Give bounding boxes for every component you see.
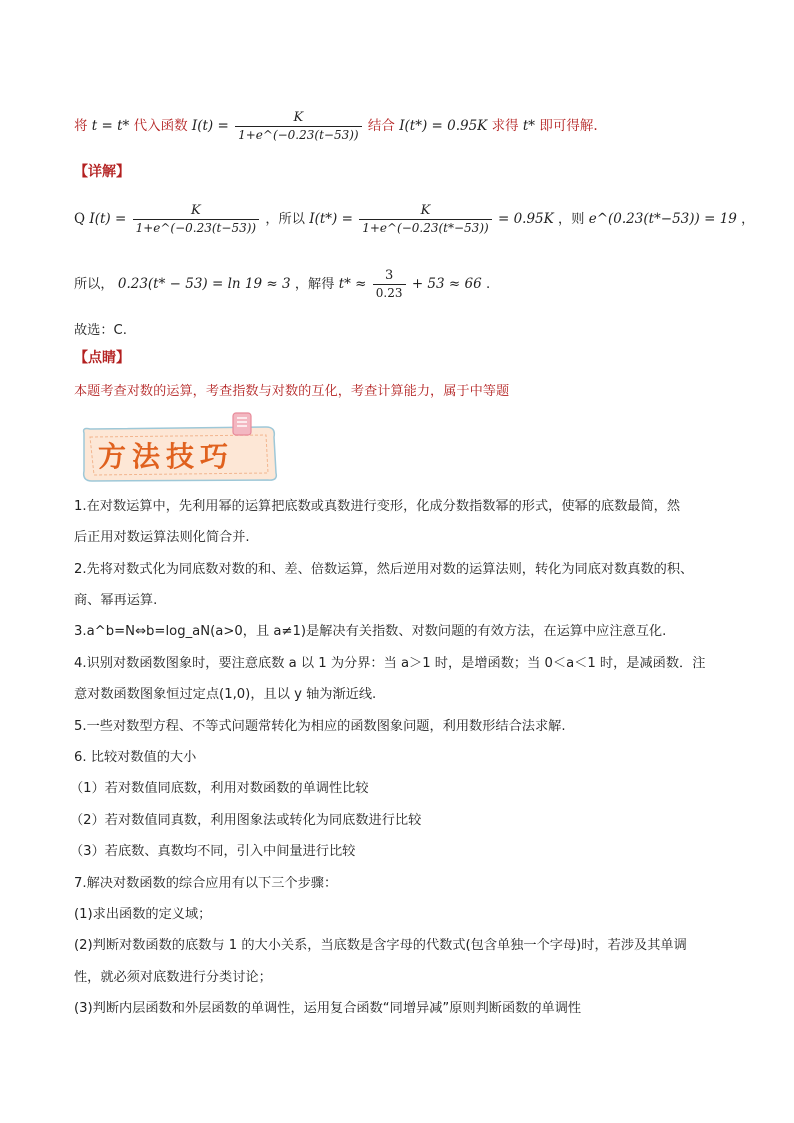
detail-frac2-den: 1+e^(−0.23(t*−53)) (362, 221, 489, 235)
intro-suffix1: 求得 (491, 118, 519, 134)
tip-line: (3)判断内层函数和外层函数的单调性，运用复合函数“同增异减”原则判断函数的单调性 (74, 1001, 582, 1016)
intro-frac-num: K (235, 110, 362, 127)
detail-title: 【详解】 (74, 164, 130, 180)
detail-line (74, 203, 754, 236)
tip-line: 1.在对数运算中，先利用幂的运算把底数或真数进行变形，化成分数指数幂的形式，使幂的底数最简，然 (74, 499, 681, 514)
intro-func-lhs: I(t) = (191, 118, 229, 134)
so-frac-den: 0.23 (375, 286, 403, 300)
so-lhs: t* ≈ (338, 276, 367, 292)
so-mid: ，解得 (294, 277, 335, 292)
tip-line: 7.解决对数函数的综合应用有以下三个步骤： (74, 876, 338, 891)
detail-frac2-num: K (359, 203, 492, 220)
detail-frac1-den: 1+e^(−0.23(t−53)) (135, 221, 257, 235)
intro-suffix2: 即可得解. (539, 118, 598, 134)
detail-end: ， (741, 212, 755, 227)
detail-then-text: ，则 (558, 212, 585, 227)
detail-fraction-1 (133, 203, 260, 236)
tip-line: （2）若对数值同真数，利用图象法或转化为同底数进行比较 (70, 813, 422, 828)
tip-line: 性，就必须对底数进行分类讨论； (74, 970, 272, 985)
intro-frac-den: 1+e^(−0.23(t−53)) (238, 128, 359, 142)
tip-line: （1）若对数值同底数，利用对数函数的单调性比较 (70, 781, 369, 796)
so-line (74, 268, 490, 301)
intro-line (74, 110, 598, 143)
intro-combine: 结合 (367, 118, 395, 134)
because-symbol: Q (74, 211, 86, 227)
tip-line: 商、幂再运算. (74, 593, 158, 608)
paperclip-icon (230, 411, 254, 437)
tip-line: 2.先将对数式化为同底数对数的和、差、倍数运算，然后逆用对数的运算法则，转化为同底对数真数的积、 (74, 562, 694, 577)
badge-title: 方法技巧 (98, 440, 235, 473)
intro-tstar: t* (522, 118, 536, 134)
detail-exp-expr: e^(0.23(t*−53)) = 19 (588, 211, 737, 227)
tip-line: (2)判断对数函数的底数与 1 的大小关系，当底数是含字母的代数式(包含单独一个字母)时，若涉及其单调 (74, 938, 687, 953)
tip-line: (1)求出函数的定义域； (74, 907, 212, 922)
tip-line: 后正用对数运算法则化简合并. (74, 530, 250, 545)
method-tips-badge (80, 423, 280, 485)
intro-prefix: 将 (74, 118, 88, 134)
intro-mid: 代入函数 (133, 118, 188, 134)
comment-text: 本题考查对数的运算，考查指数与对数的互化，考查计算能力，属于中等题 (74, 384, 510, 399)
tip-line: 6. 比较对数值的大小 (74, 750, 197, 765)
tip-line: 意对数函数图象恒过定点(1,0)，且以 y 轴为渐近线. (74, 687, 377, 702)
detail-so-text: ，所以 (265, 212, 305, 227)
so-end: . (485, 277, 491, 292)
tip-line: 5.一些对数型方程、不等式问题常转化为相应的函数图象问题，利用数形结合法求解. (74, 719, 566, 734)
detail-fraction-2 (359, 203, 492, 236)
intro-fraction (235, 110, 362, 143)
so-rest: + 53 ≈ 66 (411, 276, 482, 292)
comment-title: 【点睛】 (74, 350, 130, 366)
so-frac-num: 3 (373, 268, 406, 285)
detail-func-lhs: I(t) = (89, 211, 127, 227)
so-expr: 0.23(t* − 53) = ln 19 ≈ 3 (117, 276, 291, 292)
tip-line: 3.a^b=N⇔b=log_aN(a>0，且 a≠1)是解决有关指数、对数问题的有效方法，在运算中应注意互化. (74, 624, 667, 639)
intro-condition: I(t*) = 0.95K (399, 118, 488, 134)
so-fraction (373, 268, 406, 301)
tip-line: 4.识别对数函数图象时，要注意底数 a 以 1 为分界：当 a＞1 时，是增函数；当 0＜a＜1 时，是减函数．注 (74, 656, 706, 671)
so-prefix: 所以， (74, 277, 114, 292)
intro-sub-expr: t = t* (91, 118, 130, 134)
detail-lhs2: I(t*) = (309, 211, 353, 227)
detail-frac1-num: K (133, 203, 260, 220)
answer-line: 故选：C. (74, 323, 127, 338)
detail-eq2: = 0.95K (497, 211, 554, 227)
tip-line: （3）若底数、真数均不同，引入中间量进行比较 (70, 844, 356, 859)
